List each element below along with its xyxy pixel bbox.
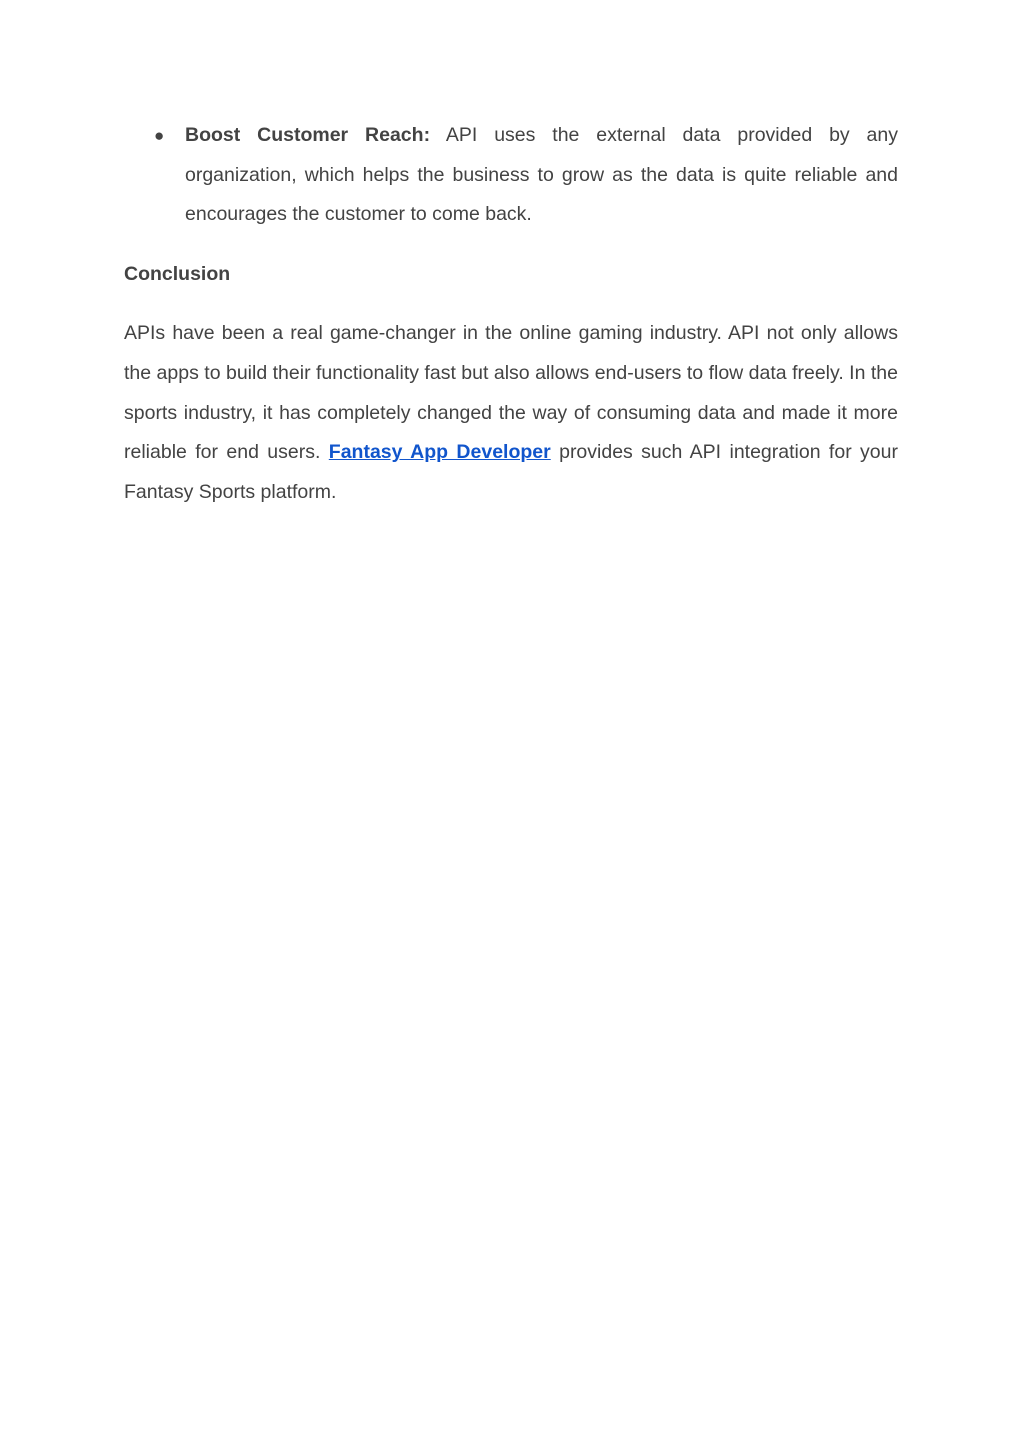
section-heading-conclusion: Conclusion [124, 262, 231, 285]
conclusion-paragraph [124, 314, 898, 512]
conclusion-text-part-1: APIs have been a real game-changer in the online gaming industry. API not only allows the apps to build their functionality fast but also allows end-users to flow data freely. In the sports industry, it has completely changed the way of consuming data and made it more reliable for end users. [124, 322, 898, 464]
bullet-text: API uses the external data provided by any organization, which helps the business to grow as the data is quite reliable and encourages the customer to come back. [185, 124, 898, 226]
bullet-list [124, 116, 898, 235]
fantasy-app-developer-link[interactable]: Fantasy App Developer [328, 441, 551, 464]
bullet-label: Boost Customer Reach: [185, 124, 431, 146]
bullet-item-boost-customer-reach [124, 116, 898, 235]
conclusion-text-part-2: provides such API integration for your Fantasy Sports platform. [124, 441, 898, 503]
document-body [124, 116, 898, 512]
bullet-dot-icon: ● [154, 126, 165, 145]
